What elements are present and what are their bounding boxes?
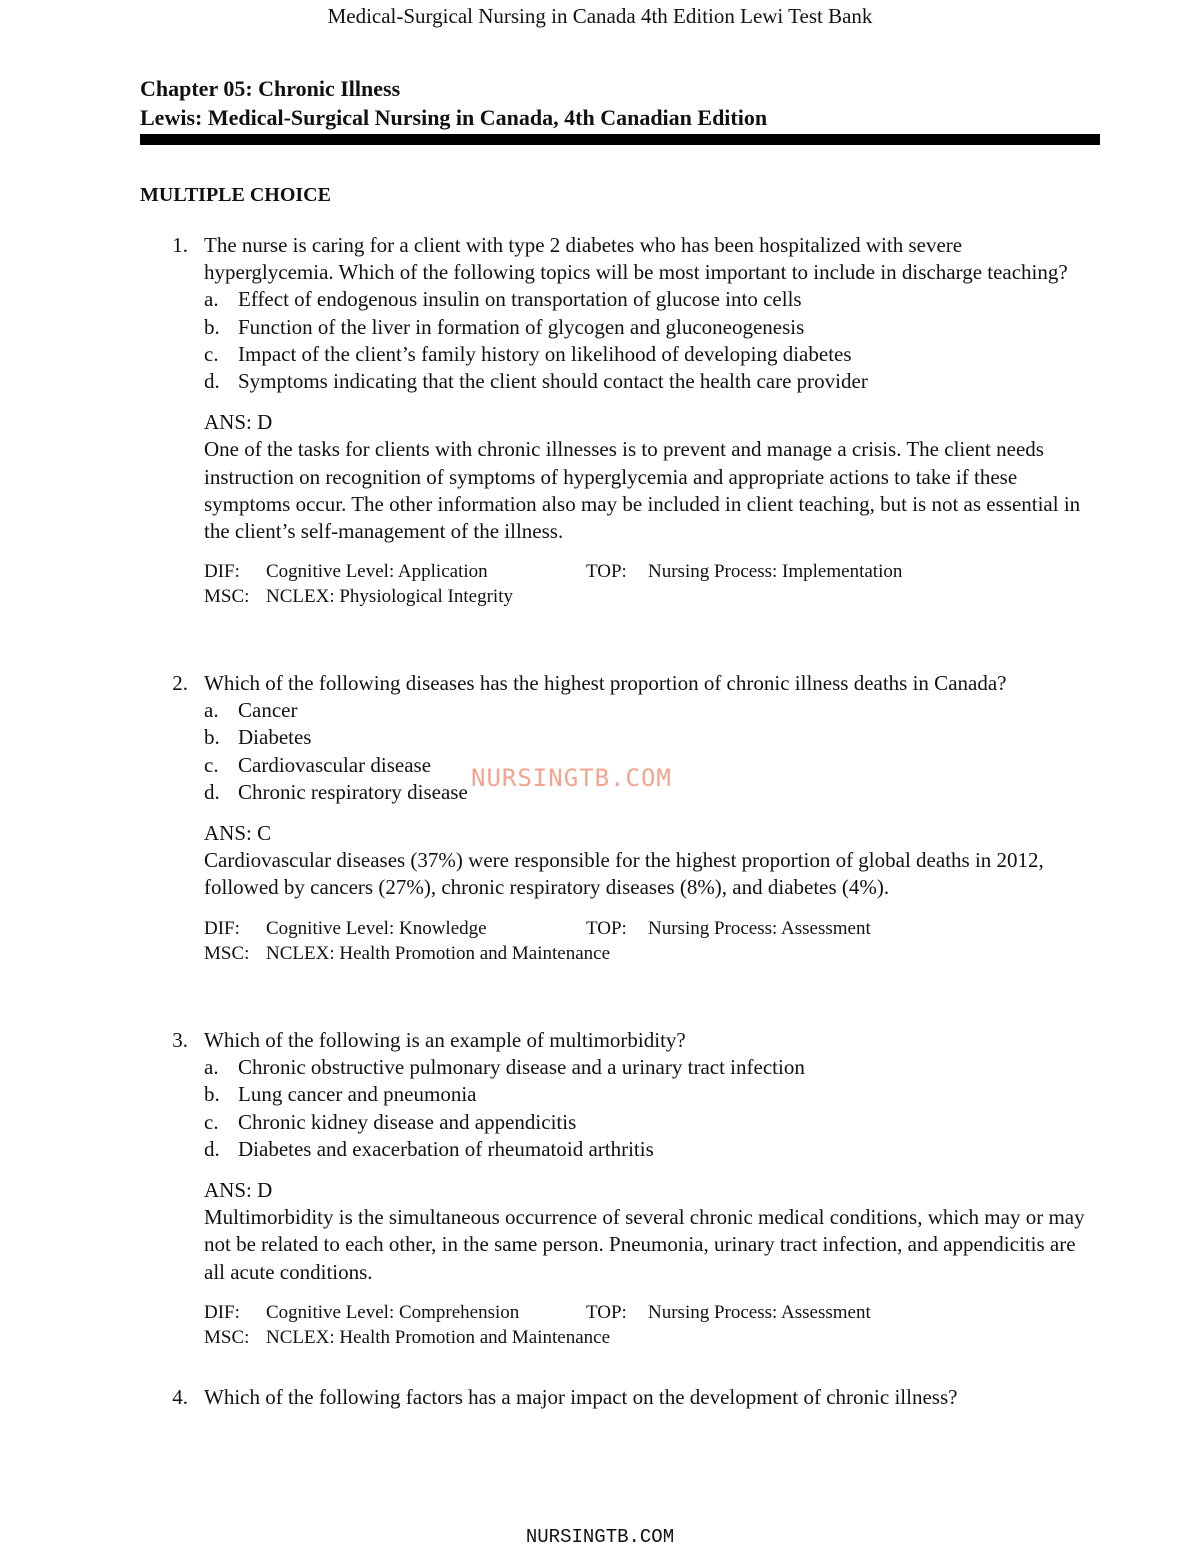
question-stem: Which of the following is an example of multimorbidity? <box>204 1028 686 1052</box>
option-a <box>204 1054 1094 1081</box>
option-letter: c. <box>204 1109 219 1134</box>
difficulty: Cognitive Level: Knowledge <box>266 917 487 939</box>
watermark-logo: NURSINGTB.COM <box>471 764 672 792</box>
page-footer: NURSINGTB.COM <box>525 1526 675 1548</box>
option-text: Impact of the client’s family history on likelihood of developing diabetes <box>238 341 852 366</box>
option-letter: b. <box>204 1082 220 1107</box>
option-text: Cardiovascular disease <box>238 752 432 777</box>
rationale: Cardiovascular diseases (37%) were responsible for the highest proportion of global deaths in 2012, followed by cancers (27%), chronic respiratory diseases (8%), and diabetes (4%). <box>204 848 1044 900</box>
option-text: Symptoms indicating that the client should contact the health care provider <box>238 369 868 394</box>
option-letter: c. <box>204 752 219 777</box>
option-d <box>204 1136 1094 1163</box>
question-stem: Which of the following diseases has the highest proportion of chronic illness deaths in Canada? <box>204 671 1007 695</box>
question-stem: Which of the following factors has a major impact on the development of chronic illness? <box>204 1385 958 1409</box>
question-metadata <box>204 1300 1094 1350</box>
msc: NCLEX: Physiological Integrity <box>266 586 513 608</box>
section-heading: MULTIPLE CHOICE <box>140 184 331 206</box>
option-text: Effect of endogenous insulin on transportation of glucose into cells <box>238 287 802 312</box>
option-c <box>204 341 1094 368</box>
rationale: One of the tasks for clients with chronic illnesses is to prevent and manage a crisis. The client needs instruction on recognition of symptoms of hyperglycemia and appropriate actions to take if these symptoms occur. The other information also may be included in client teaching, but is not as essential in the client’s self-management of the illness. <box>204 437 1081 544</box>
heading-rule <box>140 134 1100 145</box>
chapter-heading <box>140 74 1100 145</box>
running-header: Medical-Surgical Nursing in Canada 4th Edition Lewi Test Bank <box>327 4 873 28</box>
answer-key: ANS: C <box>204 821 272 846</box>
option-list <box>204 286 1094 395</box>
msc: NCLEX: Health Promotion and Maintenance <box>266 1326 611 1348</box>
msc-label: MSC: <box>204 942 250 964</box>
top-label: TOP: <box>586 1301 627 1323</box>
option-text: Chronic kidney disease and appendicitis <box>238 1109 577 1134</box>
question-number: 2. <box>172 671 188 695</box>
question-number: 3. <box>172 1028 188 1052</box>
option-letter: c. <box>204 341 219 366</box>
chapter-title: Chapter 05: Chronic Illness <box>140 76 401 101</box>
question-stem: The nurse is caring for a client with type 2 diabetes who has been hospitalized with severe hyperglycemia. Which of the following topics will be most important to include in discharge teaching? <box>204 233 1068 285</box>
option-text: Chronic respiratory disease <box>238 779 468 804</box>
option-letter: a. <box>204 287 219 312</box>
question-metadata <box>204 559 1094 609</box>
option-a <box>204 286 1094 313</box>
option-letter: b. <box>204 314 220 339</box>
option-text: Diabetes <box>238 725 312 750</box>
question-number: 4. <box>172 1385 188 1409</box>
option-text: Lung cancer and pneumonia <box>238 1082 477 1107</box>
msc: NCLEX: Health Promotion and Maintenance <box>266 942 611 964</box>
option-text: Function of the liver in formation of glycogen and gluconeogenesis <box>238 314 805 339</box>
option-d <box>204 368 1094 395</box>
option-list <box>204 1054 1094 1163</box>
topic: Nursing Process: Assessment <box>648 917 871 939</box>
option-text: Diabetes and exacerbation of rheumatoid arthritis <box>238 1136 654 1161</box>
option-text: Chronic obstructive pulmonary disease and a urinary tract infection <box>238 1055 805 1080</box>
question-number: 1. <box>172 233 188 257</box>
option-letter: a. <box>204 698 219 723</box>
dif-label: DIF: <box>204 561 240 583</box>
option-b <box>204 314 1094 341</box>
option-c <box>204 1109 1094 1136</box>
question-metadata <box>204 916 1094 966</box>
option-letter: a. <box>204 1055 219 1080</box>
option-letter: d. <box>204 1136 220 1161</box>
msc-label: MSC: <box>204 1326 250 1348</box>
option-b <box>204 724 1094 751</box>
rationale: Multimorbidity is the simultaneous occurrence of several chronic medical conditions, which may or may not be related to each other, in the same person. Pneumonia, urinary tract infection, and appendicitis are all acute conditions. <box>204 1205 1085 1284</box>
option-text: Cancer <box>238 698 298 723</box>
option-letter: d. <box>204 779 220 804</box>
difficulty: Cognitive Level: Comprehension <box>266 1301 520 1323</box>
option-letter: b. <box>204 725 220 750</box>
topic: Nursing Process: Implementation <box>648 561 903 583</box>
option-a <box>204 697 1094 724</box>
answer-key: ANS: D <box>204 410 273 435</box>
dif-label: DIF: <box>204 917 240 939</box>
difficulty: Cognitive Level: Application <box>266 561 488 583</box>
top-label: TOP: <box>586 561 627 583</box>
option-b <box>204 1081 1094 1108</box>
top-label: TOP: <box>586 917 627 939</box>
option-letter: d. <box>204 369 220 394</box>
dif-label: DIF: <box>204 1301 240 1323</box>
msc-label: MSC: <box>204 586 250 608</box>
topic: Nursing Process: Assessment <box>648 1301 871 1323</box>
book-title: Lewis: Medical-Surgical Nursing in Canada, 4th Canadian Edition <box>140 105 768 130</box>
answer-key: ANS: D <box>204 1178 273 1203</box>
